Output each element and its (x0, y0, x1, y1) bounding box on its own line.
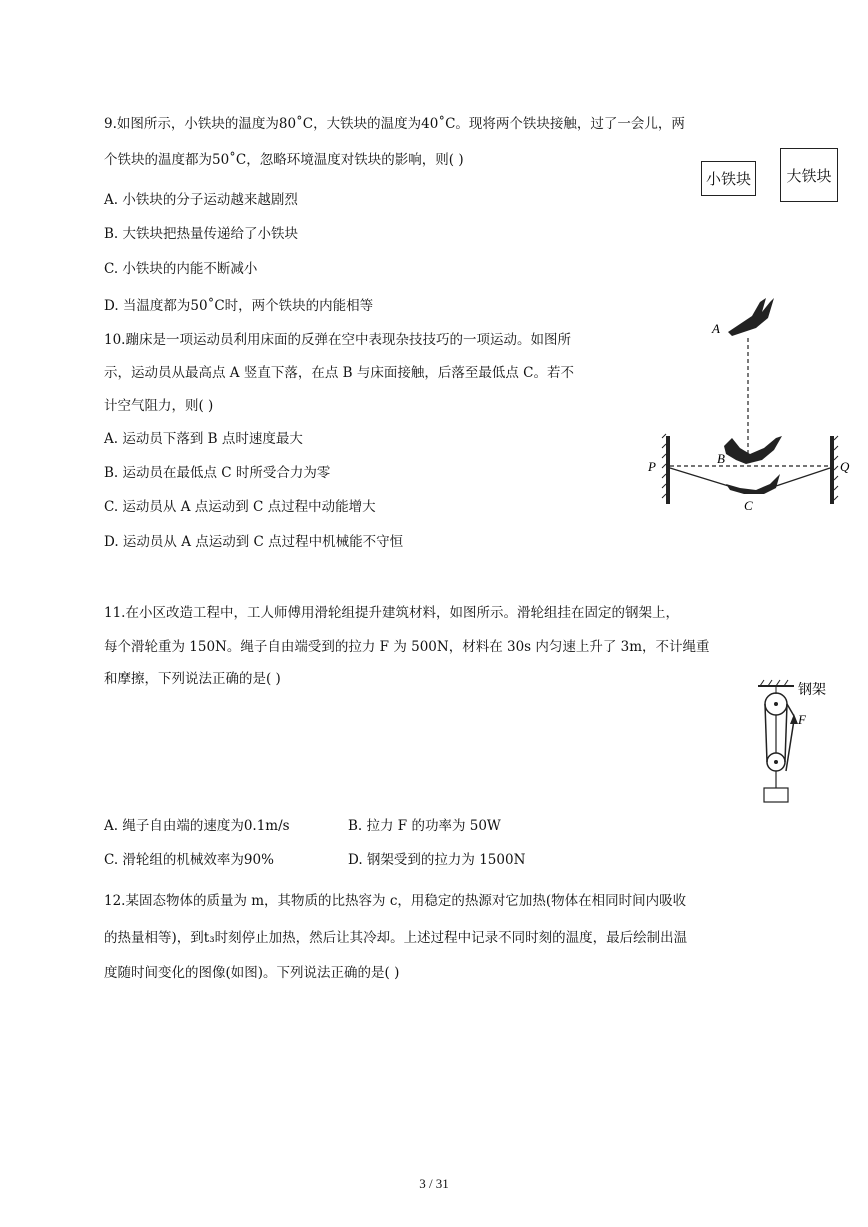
athlete-at-c-icon (726, 474, 780, 494)
trampoline-figure (640, 288, 860, 518)
label-b: B (717, 451, 725, 466)
q12-stem-line1: 12.某固态物体的质量为 m，其物质的比热容为 c，用稳定的热源对它加热(物体在相同时间内吸收 (104, 893, 687, 909)
q9-option-d: D. 当温度都为50˚C时，两个铁块的内能相等 (104, 298, 374, 314)
q12-stem-line2: 的热量相等)，到t₃时刻停止加热，然后让其冷却。上述过程中记录不同时刻的温度，最后绘制出温 (104, 930, 688, 946)
q9-option-b: B. 大铁块把热量传递给了小铁块 (104, 226, 299, 242)
load-block (764, 788, 788, 802)
q10-stem-line2: 示，运动员从最高点 A 竖直下落，在点 B 与床面接触，后落至最低点 C。若不 (104, 365, 574, 381)
q9-stem-line2: 个铁块的温度都为50˚C，忽略环境温度对铁块的影响，则( ) (104, 152, 464, 168)
q11-option-a: A. 绳子自由端的速度为0.1m/s (104, 818, 290, 834)
label-a: A (712, 321, 720, 336)
q10-option-a: A. 运动员下落到 B 点时速度最大 (104, 431, 303, 447)
athlete-at-a-icon (728, 298, 774, 336)
q11-stem-line1: 11.在小区改造工程中，工人师傅用滑轮组提升建筑材料，如图所示。滑轮组挂在固定的钢架上， (104, 605, 679, 621)
q11-option-c: C. 滑轮组的机械效率为90% (104, 852, 274, 868)
q9-option-c: C. 小铁块的内能不断减小 (104, 261, 258, 277)
large-iron-block-figure: 大铁块 (780, 148, 838, 202)
force-label: F (798, 712, 806, 727)
q12-stem-line3: 度随时间变化的图像(如图)。下列说法正确的是( ) (104, 965, 400, 981)
q10-option-d: D. 运动员从 A 点运动到 C 点过程中机械能不守恒 (104, 534, 404, 550)
small-iron-block-figure: 小铁块 (701, 161, 756, 196)
q10-stem-line3: 计空气阻力，则( ) (104, 398, 214, 414)
q11-option-d: D. 钢架受到的拉力为 1500N (348, 852, 526, 868)
pulley-figure (750, 676, 840, 806)
label-c: C (744, 498, 753, 513)
q11-stem-line2: 每个滑轮重为 150N。绳子自由端受到的拉力 F 为 500N，材料在 30s 内匀速上升了 3m，不计绳重 (104, 639, 710, 655)
label-p: P (648, 459, 656, 474)
q11-stem-line3: 和摩擦，下列说法正确的是( ) (104, 671, 281, 687)
label-q: Q (840, 459, 850, 474)
q10-option-b: B. 运动员在最低点 C 时所受合力为零 (104, 465, 331, 481)
force-arrow-icon (790, 714, 798, 724)
q9-stem-line1: 9.如图所示，小铁块的温度为80˚C，大铁块的温度为40˚C。现将两个铁块接触，过了一会儿，两 (104, 116, 685, 132)
page-number: 3 / 31 (419, 1176, 449, 1191)
athlete-at-b-icon (724, 436, 782, 464)
q10-option-c: C. 运动员从 A 点运动到 C 点过程中动能增大 (104, 499, 376, 515)
q9-option-a: A. 小铁块的分子运动越来越剧烈 (104, 192, 298, 208)
steel-frame-label: 钢架 (798, 682, 826, 698)
q10-stem-line1: 10.蹦床是一项运动员利用床面的反弹在空中表现杂技技巧的一项运动。如图所 (104, 332, 571, 348)
q11-option-b: B. 拉力 F 的功率为 50W (348, 818, 501, 834)
